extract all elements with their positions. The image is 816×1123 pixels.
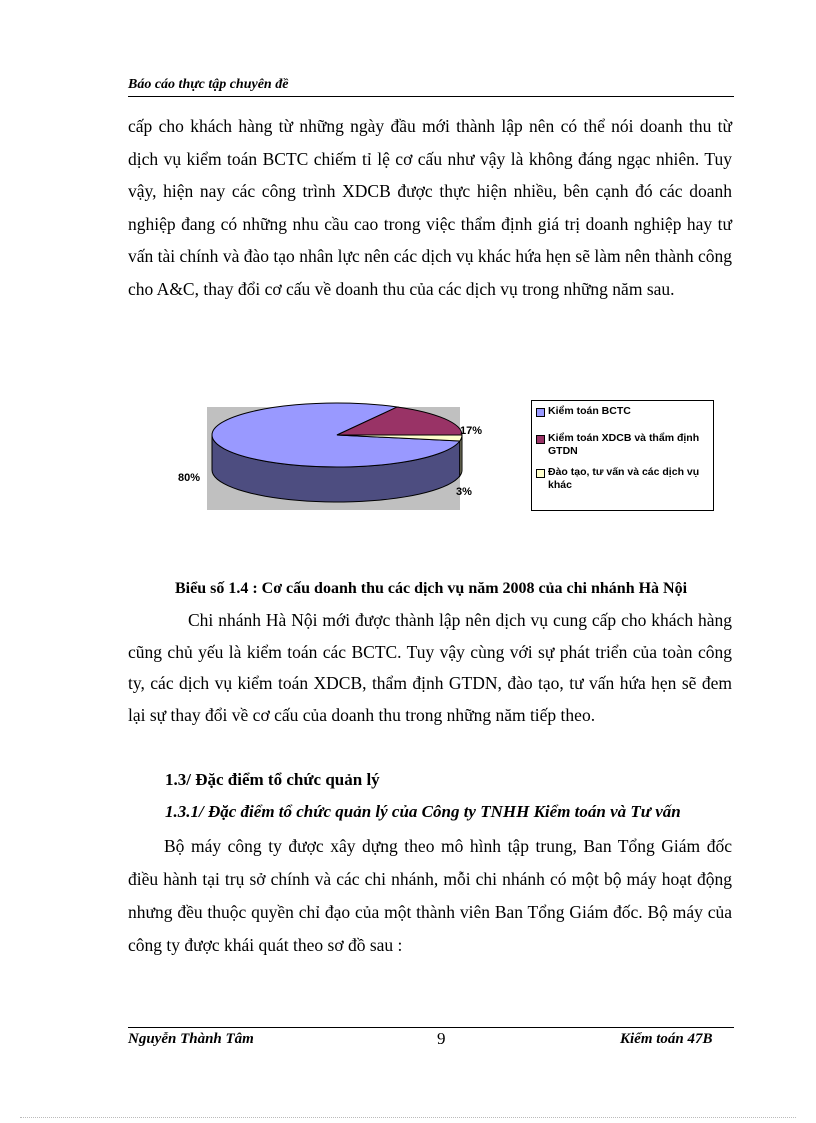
legend-label: Kiểm toán XDCB và thẩm định GTDN bbox=[548, 432, 700, 457]
page-edge-divider bbox=[20, 1117, 796, 1118]
header-title: Báo cáo thực tập chuyên đề bbox=[128, 77, 289, 92]
chart-legend bbox=[531, 400, 714, 511]
subsection-heading: 1.3.1/ Đặc điểm tổ chức quản lý của Công ty TNHH Kiểm toán và Tư vấn bbox=[165, 802, 681, 821]
label-slice-2: 17% bbox=[460, 425, 483, 437]
label-slice-1: 80% bbox=[178, 472, 201, 484]
legend-item bbox=[536, 466, 709, 492]
section-heading: 1.3/ Đặc điểm tổ chức quản lý bbox=[165, 770, 380, 789]
legend-item bbox=[536, 405, 709, 418]
page-number: 9 bbox=[437, 1029, 446, 1048]
legend-item bbox=[536, 432, 709, 458]
paragraph-2: Chi nhánh Hà Nội mới được thành lập nên dịch vụ cung cấp cho khách hàng cũng chủ yếu là kiểm toán các BCTC. Tuy vậy cùng với sự phát triển của toàn công ty, các dịch vụ kiểm toán XDCB, thẩm định GTDN, đào tạo, tư vấn hứa hẹn sẽ đem lại sự thay đổi về cơ cấu của doanh thu trong những năm tiếp theo. bbox=[128, 610, 732, 725]
label-slice-3: 3% bbox=[456, 486, 472, 498]
footer-rule bbox=[128, 1027, 734, 1028]
footer-author: Nguyễn Thành Tâm bbox=[128, 1031, 254, 1047]
footer-class: Kiểm toán 47B bbox=[620, 1031, 713, 1047]
legend-swatch bbox=[536, 435, 545, 444]
legend-swatch bbox=[536, 408, 545, 417]
paragraph-1: cấp cho khách hàng từ những ngày đầu mới thành lập nên có thể nói doanh thu từ dịch vụ kiểm toán BCTC chiếm tỉ lệ cơ cấu như vậy là không đáng ngạc nhiên. Tuy vậy, hiện nay các công trình XDCB được thực hiện nhiều, bên cạnh đó các doanh nghiệp đang có những nhu cầu cao trong việc thẩm định giá trị doanh nghiệp hay tư vấn tài chính và đào tạo nhân lực nên các dịch vụ khác hứa hẹn sẽ làm nên thành công cho A&C, thay đổi cơ cấu về doanh thu của các dịch vụ trong những năm sau. bbox=[128, 116, 732, 299]
pie-chart bbox=[207, 395, 477, 520]
chart-caption: Biểu số 1.4 : Cơ cấu doanh thu các dịch vụ năm 2008 của chi nhánh Hà Nội bbox=[174, 580, 688, 597]
legend-label: Kiểm toán BCTC bbox=[548, 405, 631, 417]
header-rule bbox=[128, 96, 734, 97]
legend-label: Đào tạo, tư vấn và các dịch vụ khác bbox=[548, 466, 700, 491]
paragraph-3: Bộ máy công ty được xây dựng theo mô hình tập trung, Ban Tổng Giám đốc điều hành tại trụ sở chính và các chi nhánh, mỗi chi nhánh có một bộ máy hoạt động nhưng đều thuộc quyền chỉ đạo của một thành viên Ban Tổng Giám đốc. Bộ máy của công ty được khái quát theo sơ đồ sau : bbox=[128, 836, 732, 955]
legend-swatch bbox=[536, 469, 545, 478]
